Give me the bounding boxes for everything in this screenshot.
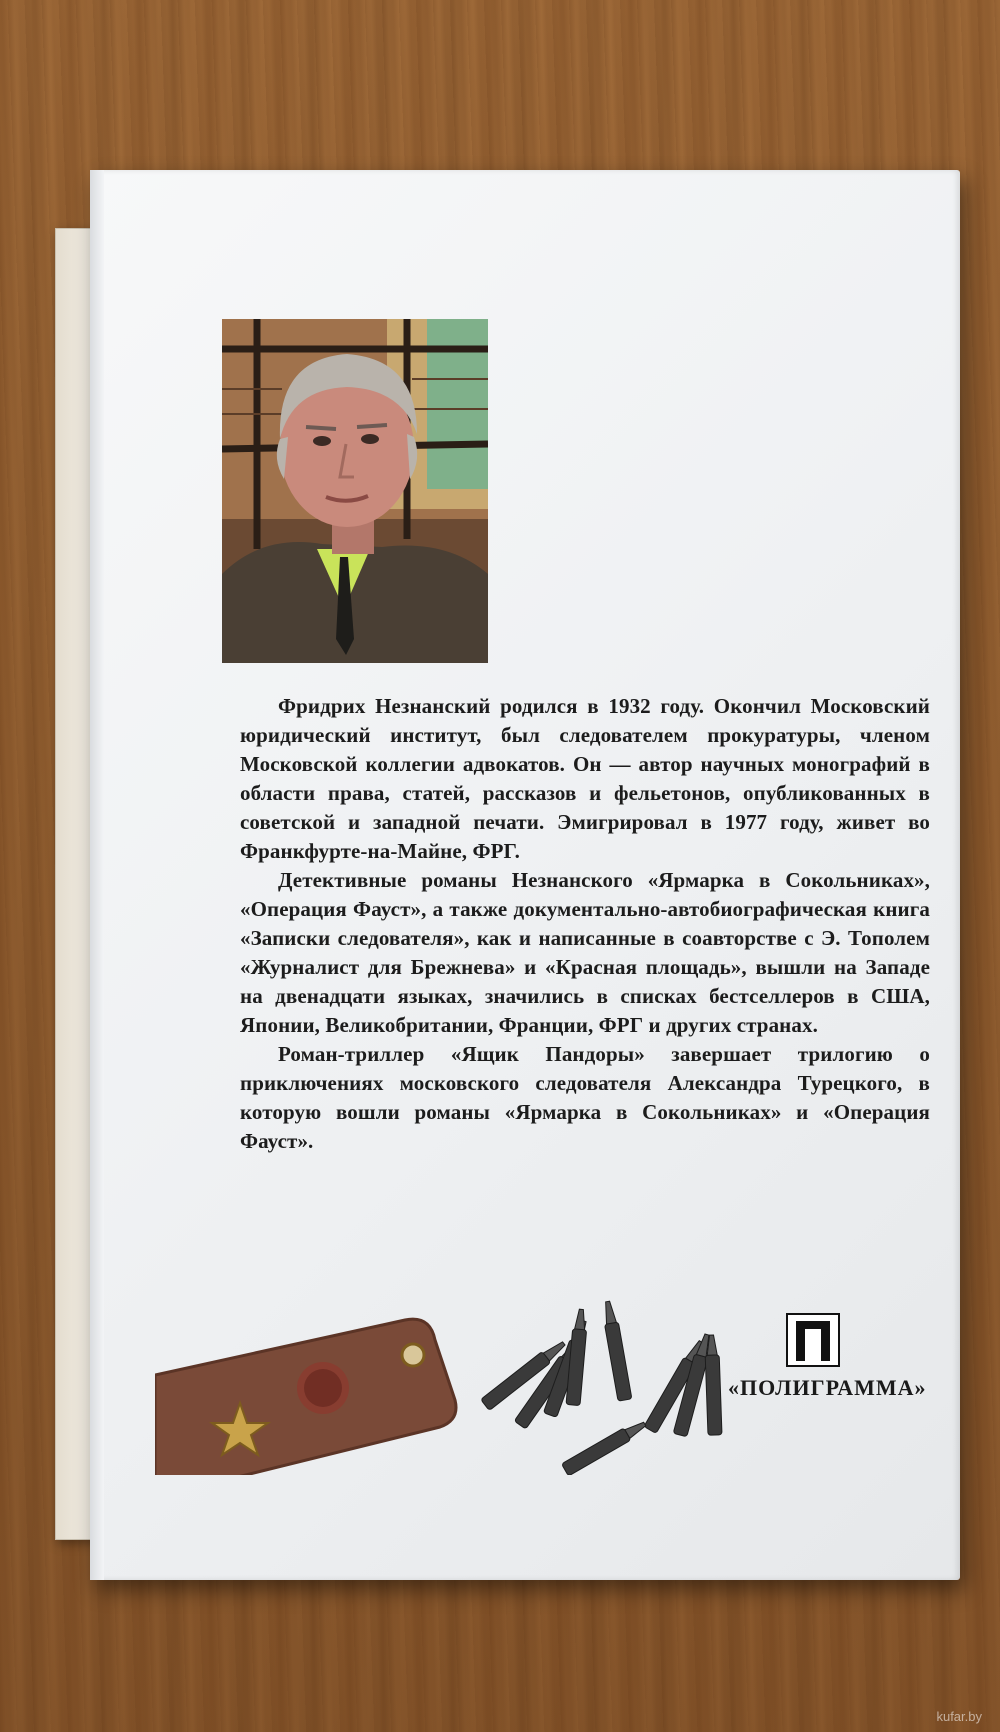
site-watermark: kufar.by	[936, 1709, 982, 1724]
epaulette-and-cartridges-illustration	[155, 1245, 815, 1475]
cartridges-illustration	[481, 1300, 722, 1475]
author-photo	[222, 319, 488, 663]
publisher-logo	[728, 1313, 948, 1423]
publisher-p-mark	[786, 1313, 840, 1367]
epaulette-illustration	[155, 1319, 456, 1475]
bio-paragraph-2: Детективные романы Незнанского «Ярмарка в Сокольниках», «Операция Фауст», а также документально-автобиографическая книга «Записки следователя», как и написанные в соавторстве с Э. Тополем «Журналист для Брежнева» и «Красная площадь», вышли на Западе на двенадцати языках, значились в списках бестселлеров в США, Японии, Великобритании, Франции, ФРГ и других странах.	[240, 868, 930, 1037]
cover-spine-edge	[90, 170, 104, 1580]
publisher-name: «ПОЛИГРАММА»	[728, 1375, 927, 1400]
author-biography	[240, 692, 930, 1156]
bio-paragraph-1: Фридрих Незнанский родился в 1932 году. Окончил Московский юридический институт, был следователем прокуратуры, членом Московской коллегии адвокатов. Он — автор научных монографий в области права, статей, рассказов и фельетонов, опубликованных в советской и западной печати. Эмигрировал в 1977 году, живет во Франкфурте-на-Майне, ФРГ.	[240, 694, 930, 863]
book-back-cover	[90, 170, 960, 1580]
bio-paragraph-3: Роман-триллер «Ящик Пандоры» завершает трилогию о приключениях московского следователя Александра Турецкого, в которую вошли романы «Ярмарка в Сокольниках» и «Операция Фауст».	[240, 1042, 930, 1153]
